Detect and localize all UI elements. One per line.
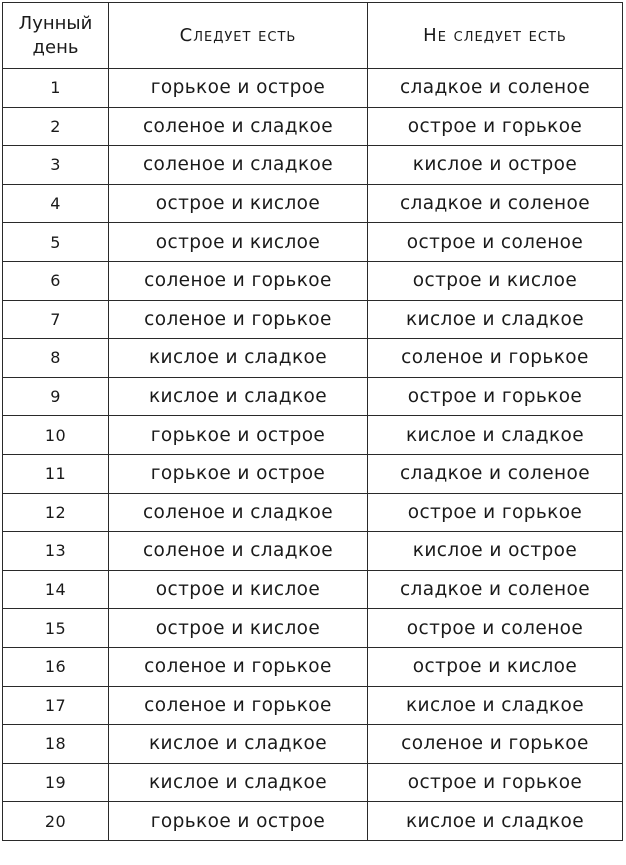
table-row: [3, 454, 623, 493]
cell-should-eat: кислое и сладкое: [109, 377, 368, 416]
cell-should-eat: острое и кислое: [109, 570, 368, 609]
cell-day: 8: [3, 339, 109, 378]
table-row: [3, 339, 623, 378]
table-row: [3, 416, 623, 455]
cell-day: 14: [3, 570, 109, 609]
table-row: [3, 300, 623, 339]
header-row: [3, 3, 623, 69]
cell-should-eat: острое и кислое: [109, 223, 368, 262]
cell-day: 4: [3, 184, 109, 223]
table-row: [3, 802, 623, 841]
cell-day: 15: [3, 609, 109, 648]
table-row: [3, 763, 623, 802]
cell-should-not-eat: острое и горькое: [368, 107, 623, 146]
cell-should-eat: кислое и сладкое: [109, 725, 368, 764]
cell-day: 7: [3, 300, 109, 339]
cell-should-eat: острое и кислое: [109, 184, 368, 223]
cell-should-not-eat: кислое и сладкое: [368, 416, 623, 455]
cell-should-eat: горькое и острое: [109, 416, 368, 455]
cell-should-not-eat: соленое и горькое: [368, 725, 623, 764]
cell-should-not-eat: кислое и сладкое: [368, 686, 623, 725]
cell-should-not-eat: острое и соленое: [368, 609, 623, 648]
cell-should-eat: горькое и острое: [109, 454, 368, 493]
table-row: [3, 223, 623, 262]
header-lunar-day-line2: день: [32, 36, 79, 58]
cell-should-eat: соленое и сладкое: [109, 532, 368, 571]
lunar-diet-table: [2, 2, 623, 841]
cell-day: 2: [3, 107, 109, 146]
cell-day: 1: [3, 69, 109, 108]
table-row: [3, 493, 623, 532]
cell-should-eat: соленое и сладкое: [109, 146, 368, 185]
cell-day: 13: [3, 532, 109, 571]
cell-day: 12: [3, 493, 109, 532]
cell-should-eat: кислое и сладкое: [109, 339, 368, 378]
cell-should-eat: соленое и горькое: [109, 300, 368, 339]
cell-day: 20: [3, 802, 109, 841]
header-lunar-day-line1: Лунный: [18, 12, 93, 34]
cell-should-not-eat: сладкое и соленое: [368, 454, 623, 493]
cell-should-eat: острое и кислое: [109, 609, 368, 648]
cell-should-not-eat: острое и кислое: [368, 647, 623, 686]
cell-should-not-eat: острое и горькое: [368, 377, 623, 416]
table-row: [3, 647, 623, 686]
cell-should-eat: кислое и сладкое: [109, 763, 368, 802]
table-body: [3, 69, 623, 841]
table-row: [3, 184, 623, 223]
cell-day: 19: [3, 763, 109, 802]
table-header: [3, 3, 623, 69]
table-row: [3, 377, 623, 416]
cell-should-not-eat: сладкое и соленое: [368, 570, 623, 609]
header-lunar-day: [3, 3, 109, 69]
cell-day: 3: [3, 146, 109, 185]
cell-should-not-eat: кислое и острое: [368, 146, 623, 185]
table-row: [3, 146, 623, 185]
cell-should-not-eat: кислое и сладкое: [368, 300, 623, 339]
cell-should-not-eat: соленое и горькое: [368, 339, 623, 378]
cell-day: 9: [3, 377, 109, 416]
cell-day: 17: [3, 686, 109, 725]
cell-should-not-eat: острое и кислое: [368, 261, 623, 300]
table-row: [3, 570, 623, 609]
cell-should-not-eat: острое и соленое: [368, 223, 623, 262]
table-row: [3, 725, 623, 764]
table-row: [3, 609, 623, 648]
cell-should-eat: соленое и горькое: [109, 686, 368, 725]
cell-day: 6: [3, 261, 109, 300]
cell-should-not-eat: кислое и сладкое: [368, 802, 623, 841]
lunar-diet-table-container: [2, 2, 622, 860]
cell-day: 16: [3, 647, 109, 686]
cell-should-not-eat: острое и горькое: [368, 493, 623, 532]
cell-day: 10: [3, 416, 109, 455]
cell-day: 18: [3, 725, 109, 764]
cell-should-not-eat: сладкое и соленое: [368, 184, 623, 223]
cell-day: 5: [3, 223, 109, 262]
cell-day: 11: [3, 454, 109, 493]
header-should-not-eat: Не следует есть: [368, 3, 623, 69]
table-row: [3, 686, 623, 725]
table-row: [3, 261, 623, 300]
cell-should-eat: соленое и горькое: [109, 261, 368, 300]
cell-should-not-eat: сладкое и соленое: [368, 69, 623, 108]
table-row: [3, 69, 623, 108]
cell-should-not-eat: кислое и острое: [368, 532, 623, 571]
table-row: [3, 532, 623, 571]
cell-should-eat: соленое и горькое: [109, 647, 368, 686]
table-row: [3, 107, 623, 146]
cell-should-eat: соленое и сладкое: [109, 107, 368, 146]
header-should-eat: Следует есть: [109, 3, 368, 69]
cell-should-eat: горькое и острое: [109, 802, 368, 841]
cell-should-not-eat: острое и горькое: [368, 763, 623, 802]
cell-should-eat: соленое и сладкое: [109, 493, 368, 532]
cell-should-eat: горькое и острое: [109, 69, 368, 108]
